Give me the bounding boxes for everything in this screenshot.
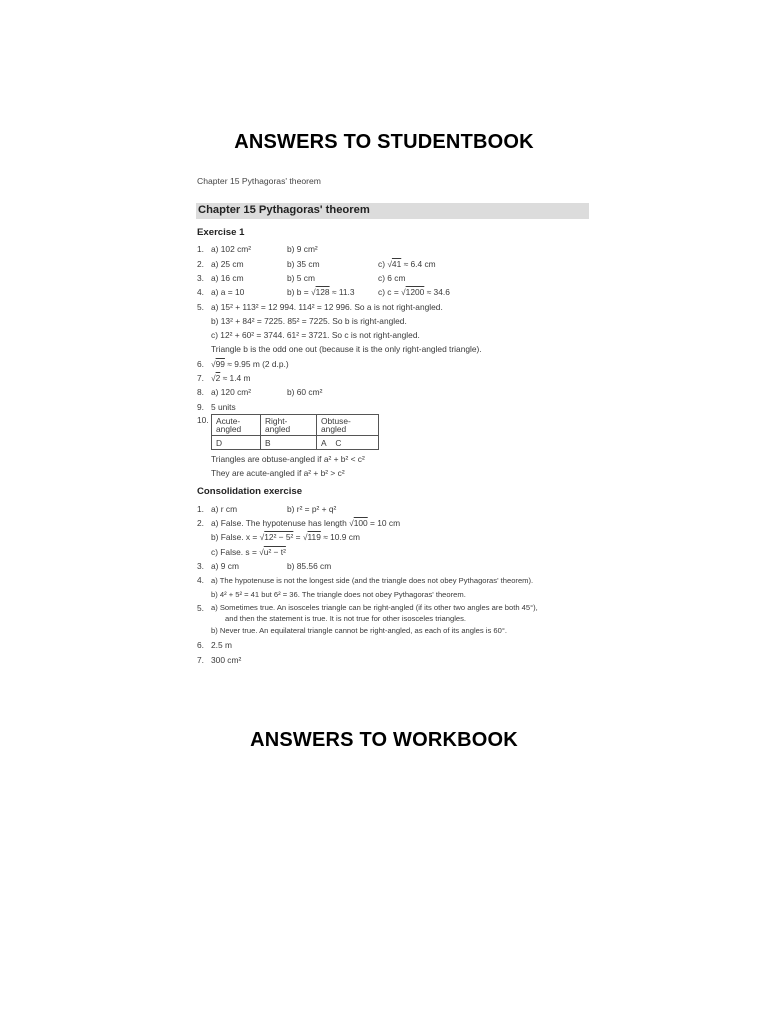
answer-row <box>197 516 589 530</box>
answer-value: ≈ 34.6 <box>424 287 450 298</box>
answer-part: a) 25 cm <box>211 258 244 269</box>
answer-part: c) c = √1200 ≈ 34.6 <box>378 287 450 298</box>
radicand: 12² − 5² <box>264 532 294 543</box>
answer-label: b) False. x = <box>211 532 260 543</box>
answer-row <box>197 452 589 466</box>
answer-row <box>197 385 589 399</box>
answer-part: b) 60 cm² <box>287 387 323 398</box>
question-number: 2. <box>197 518 204 529</box>
answer-part: 300 cm² <box>211 654 242 665</box>
consolidation-title: Consolidation exercise <box>197 486 303 498</box>
table-header-row <box>212 414 379 435</box>
answer-label: c) c = <box>378 287 402 298</box>
triangle-type-table <box>211 414 379 450</box>
answer-row <box>197 357 589 371</box>
answer-row <box>197 588 589 602</box>
question-number: 3. <box>197 561 204 572</box>
answer-row <box>197 271 589 285</box>
answer-row <box>197 300 589 314</box>
answer-part: b) 4² + 5² = 41 but 6² = 36. The triangle does not obey Pythagoras' theorem. <box>211 590 466 600</box>
radicand: 119 <box>307 532 321 543</box>
radicand: 99 <box>215 358 225 369</box>
answer-note: Triangle b is the odd one out (because it is the only right-angled triangle). <box>211 344 482 355</box>
table-header-cell: Acute-angled <box>212 414 261 435</box>
answer-row <box>197 466 589 480</box>
question-number: 1. <box>197 503 204 514</box>
radicand: u² − t² <box>263 546 286 557</box>
answer-part: c) √41 ≈ 6.4 cm <box>378 258 436 269</box>
answer-row <box>197 559 589 573</box>
question-number: 8. <box>197 387 204 398</box>
answer-part: 5 units <box>211 401 236 412</box>
answer-row <box>197 638 589 652</box>
answer-row <box>197 573 589 587</box>
table-header-cell: Right-angled <box>261 414 317 435</box>
answer-label: a) False. The hypotenuse has length <box>211 518 350 529</box>
answer-mid: = <box>293 532 303 543</box>
answer-part: b) 35 cm <box>287 258 320 269</box>
answer-part: 2.5 m <box>211 640 232 651</box>
question-number: 4. <box>197 287 204 298</box>
question-number: 1. <box>197 244 204 255</box>
answer-part: b) 9 cm² <box>287 244 318 255</box>
answer-part: and then the statement is true. It is not true for other isosceles triangles. <box>225 614 467 624</box>
radicand: 100 <box>353 518 368 529</box>
answer-row <box>197 314 589 328</box>
answer-part: a) 15² + 113² = 12 994. 114² = 12 996. So a is not right-angled. <box>211 301 443 312</box>
question-number: 3. <box>197 272 204 283</box>
answer-row <box>197 342 589 356</box>
answer-part: a) 9 cm <box>211 561 239 572</box>
answer-row <box>197 371 589 385</box>
answer-value: ≈ 1.4 m <box>220 373 251 383</box>
answer-part: a) 102 cm² <box>211 244 252 255</box>
answer-value: ≈ 9.95 m (2 d.p.) <box>224 358 289 369</box>
answer-row <box>197 531 589 545</box>
answer-row <box>197 624 589 638</box>
answer-label: c) False. s = <box>211 546 260 557</box>
answer-value: ≈ 11.3 <box>329 287 355 298</box>
table-cell: A C <box>317 435 379 449</box>
answer-row <box>197 602 589 614</box>
answer-row <box>197 545 589 559</box>
answer-part: c) False. s = √u² − t² <box>211 546 286 557</box>
answer-label: c) <box>378 258 388 269</box>
answer-note: Triangles are obtuse-angled if a² + b² < c² <box>211 453 365 464</box>
answer-page-image <box>197 177 589 667</box>
question-number: 9. <box>197 401 204 412</box>
heading-studentbook: ANSWERS TO STUDENTBOOK <box>234 131 534 153</box>
answer-row <box>197 285 589 299</box>
answer-part: c) 12² + 60² = 3744. 61² = 3721. So c is not right-angled. <box>211 330 420 341</box>
answer-part: b) Never true. An equilateral triangle cannot be right-angled, as each of its angles is 60°. <box>211 626 507 636</box>
table-header-cell: Obtuse-angled <box>317 414 379 435</box>
answer-part: a) The hypotenuse is not the longest side (and the triangle does not obey Pythagoras' theorem). <box>211 575 534 585</box>
heading-workbook: ANSWERS TO WORKBOOK <box>250 729 518 751</box>
answer-row <box>197 257 589 271</box>
answer-row <box>197 242 589 256</box>
answer-part: a) 16 cm <box>211 272 244 283</box>
question-number: 7. <box>197 373 204 383</box>
answer-part: a) 120 cm² <box>211 387 252 398</box>
question-number: 6. <box>197 358 204 369</box>
answer-value: = 10 cm <box>367 518 401 529</box>
table-row <box>212 435 379 449</box>
answer-row <box>197 328 589 342</box>
answer-part: b) b = √128 ≈ 11.3 <box>287 287 355 298</box>
answer-part: b) r² = p² + q² <box>287 503 337 514</box>
radicand: 41 <box>391 258 402 269</box>
chapter-title: Chapter 15 Pythagoras' theorem <box>196 203 589 219</box>
answer-row <box>197 653 589 667</box>
answer-part: b) 5 cm <box>287 272 315 283</box>
answer-part: a) Sometimes true. An isosceles triangle can be right-angled (if its other two angles are both 45°), <box>211 603 538 613</box>
answer-note: They are acute-angled if a² + b² > c² <box>211 468 345 478</box>
answer-row <box>197 400 589 414</box>
exercise1-title: Exercise 1 <box>197 226 245 238</box>
answer-value: ≈ 6.4 cm <box>401 258 436 269</box>
running-head: Chapter 15 Pythagoras' theorem <box>197 176 321 186</box>
question-number: 2. <box>197 258 204 269</box>
answer-part: b) False. x = √12² − 5² = √119 ≈ 10.9 cm <box>211 532 360 543</box>
question-number: 6. <box>197 640 204 651</box>
radicand: 1200 <box>405 287 425 298</box>
question-number: 5. <box>197 301 204 312</box>
question-number: 10. <box>197 414 209 425</box>
answer-part: b) 85.56 cm <box>287 561 332 572</box>
answer-part: a) a = 10 <box>211 287 245 298</box>
answer-part: a) False. The hypotenuse has length √100 = 10 cm <box>211 518 401 529</box>
answer-row <box>197 614 589 624</box>
question-number: 5. <box>197 602 204 613</box>
answer-part: c) 6 cm <box>378 272 406 283</box>
answer-part: √2 ≈ 1.4 m <box>211 373 251 383</box>
table-cell: D <box>212 435 261 449</box>
answer-part: √99 ≈ 9.95 m (2 d.p.) <box>211 358 289 369</box>
answer-row <box>197 502 589 516</box>
question-number: 4. <box>197 575 204 586</box>
answer-part: b) 13² + 84² = 7225. 85² = 7225. So b is right-angled. <box>211 315 407 326</box>
table-cell: B <box>261 435 317 449</box>
answer-value: ≈ 10.9 cm <box>320 532 360 543</box>
question-number: 7. <box>197 654 204 665</box>
answer-part: a) r cm <box>211 503 238 514</box>
radicand: 128 <box>315 287 330 298</box>
answer-label: b) b = <box>287 287 311 298</box>
radicand: 2 <box>215 373 221 383</box>
